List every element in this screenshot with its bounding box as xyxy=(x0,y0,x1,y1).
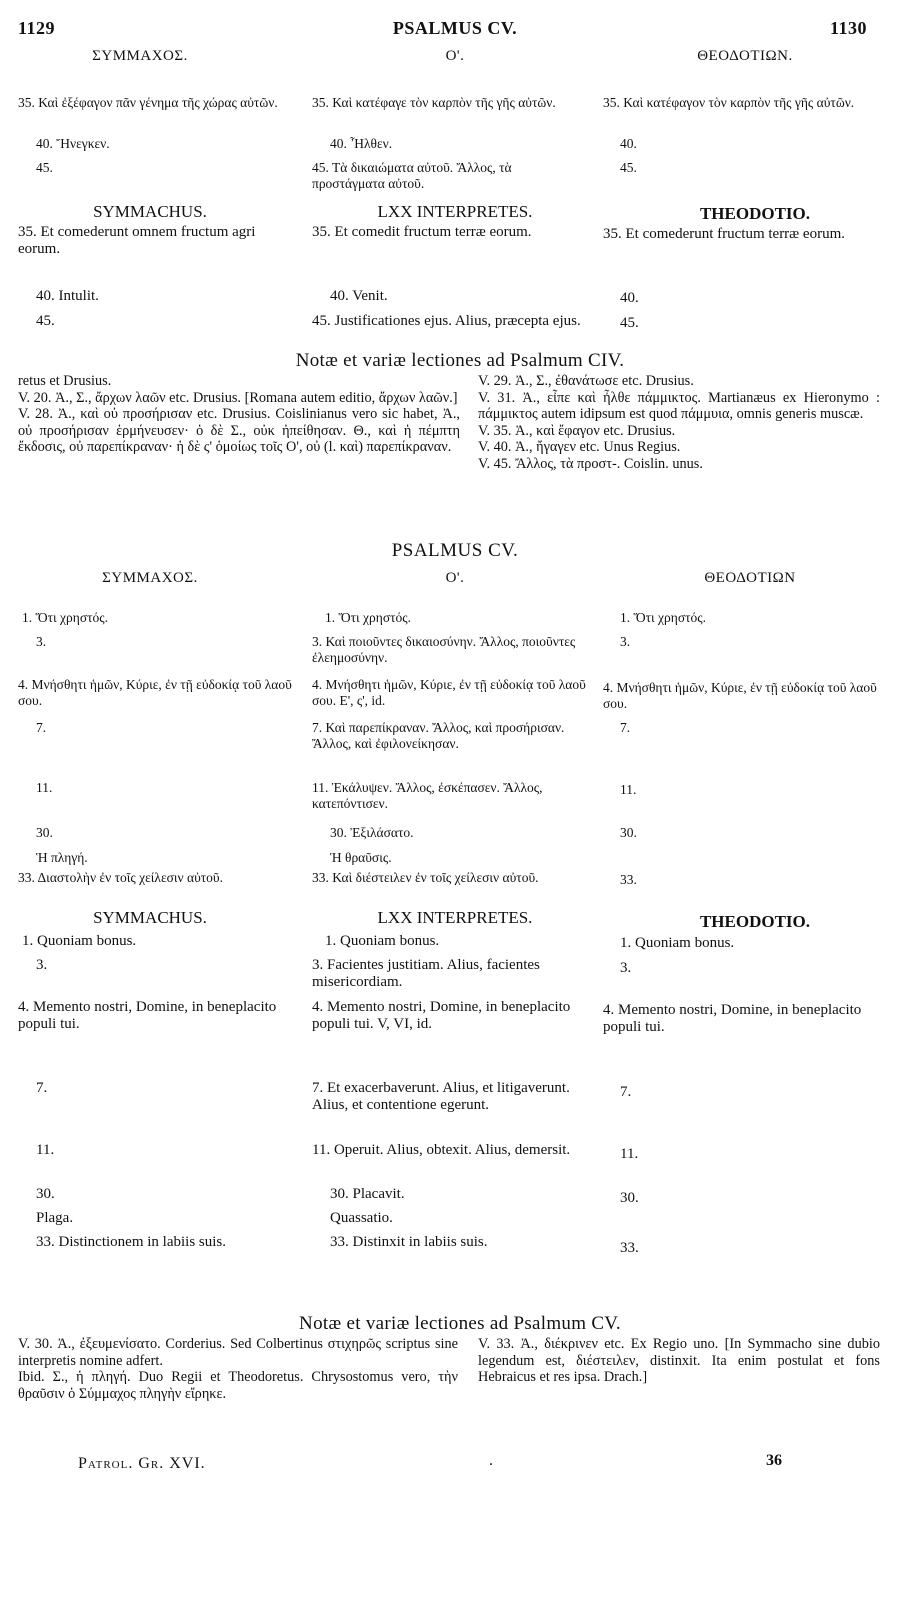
latin-lxx-row-5: 11. Operuit. Alius, obtexit. Alius, demersit. xyxy=(312,1142,571,1158)
greek-lxx-row-6: 30. Ἐξιλάσατο. xyxy=(330,825,414,840)
latin-lxx-row-7: Quassatio. xyxy=(330,1210,393,1226)
greek-sym-row-6: 30. xyxy=(36,825,53,840)
latin-lxx-row-1: 1. Quoniam bonus. xyxy=(325,933,440,949)
top-latin-theo-row-2: 40. xyxy=(620,290,639,306)
top-greek-sym-row-3: 45. xyxy=(36,160,53,175)
section-title-psalm-105: PSALMUS CV. xyxy=(391,540,519,561)
top-greek-sym-row-1: 35. Καὶ ἐξέφαγον πᾶν γένημα τῆς χώρας αὐτῶν. xyxy=(18,95,278,110)
greek-sym-row-3: 4. Μνήσθητι ἡμῶν, Κύριε, ἐν τῇ εὐδοκίᾳ τοῦ λαοῦ σου. xyxy=(18,677,292,708)
latin-sym-row-3: 4. Memento nostri, Domine, in beneplacito populi tui. xyxy=(18,999,277,1032)
latin-theo-row-2: 3. xyxy=(620,960,632,976)
col-head-lxx-latin: LXX INTERPRETES. xyxy=(377,202,533,221)
col-head-lxx-latin-2: LXX INTERPRETES. xyxy=(377,908,533,927)
footer-page-number: 36 xyxy=(766,1452,782,1469)
col-head-theodotion-greek: ΘΕΟΔΟΤΙΩΝ. xyxy=(697,48,793,64)
notes-psalm-104-left: retus et Drusius. V. 20. Ἀ., Σ., ἄρχων λαῶν etc. Drusius. [Romana autem editio, ἄρχων λαῶν.] V. 28. Ἀ., καὶ οὐ προσήρισαν etc. Drusius. Coislinianus vero sic habet, Ἀ., οὐ προσήρισαν ἑρμήνευσεν· ὁ δὲ Σ., οὐκ ἠπείθησαν. Θ., καὶ ἡ πέμπτη ἔκδοσις, οὐ παρεπίκραναν· ἡ δὲ ς' ὁμοίως τοῖς Ο', οὐ (l. καὶ) παρεπίκραναν. xyxy=(18,373,460,455)
page-number-left: 1129 xyxy=(18,18,56,38)
greek-sym-row-1: 1. Ὅτι χρηστός. xyxy=(22,610,109,625)
notes-title-psalm-105: Notæ et variæ lectiones ad Psalmum CV. xyxy=(299,1313,621,1334)
latin-sym-row-6: 30. xyxy=(36,1186,55,1202)
top-greek-lxx-row-2: 40. Ἦλθεν. xyxy=(330,136,393,151)
col-head-lxx-greek: O'. xyxy=(445,48,465,64)
greek-theo-row-5: 11. xyxy=(620,782,637,797)
latin-theo-row-8: 33. xyxy=(620,1240,639,1256)
top-greek-lxx-row-3: 45. Τὰ δικαιώματα αὐτοῦ. Ἄλλος, τὰ προστάγματα αὐτοῦ. xyxy=(312,160,512,191)
greek-sym-row-5: 11. xyxy=(36,780,53,795)
top-greek-theo-row-3: 45. xyxy=(620,160,637,175)
latin-sym-row-8: 33. Distinctionem in labiis suis. xyxy=(36,1234,226,1250)
top-latin-lxx-row-2: 40. Venit. xyxy=(330,288,388,304)
footer-patrol: Patrol. Gr. XVI. xyxy=(78,1455,206,1472)
latin-sym-row-7: Plaga. xyxy=(36,1210,74,1226)
greek-sym-row-4: 7. xyxy=(36,720,47,735)
greek-theo-row-2: 3. xyxy=(620,634,631,649)
top-greek-lxx-row-1: 35. Καὶ κατέφαγε τὸν καρπὸν τῆς γῆς αὐτῶν. xyxy=(312,95,556,110)
latin-theo-row-1: 1. Quoniam bonus. xyxy=(620,935,735,951)
notes-title-psalm-104: Notæ et variæ lectiones ad Psalmum CIV. xyxy=(295,350,625,371)
greek-lxx-row-2: 3. Καὶ ποιοῦντες δικαιοσύνην. Ἄλλος, ποιοῦντες ἐλεημοσύνην. xyxy=(312,634,576,665)
latin-lxx-row-3: 4. Memento nostri, Domine, in beneplacito populi tui. V, VI, id. xyxy=(312,999,571,1032)
notes-psalm-105-left: V. 30. Ἀ., ἐξευμενίσατο. Corderius. Sed Colbertinus στιχηρῶς scriptus sine interpretis nomine adfert. Ibid. Σ., ἡ πληγή. Duo Regii et Theodoretus. Chrysostomus vero, τὴν θραῦσιν ὁ Σύμμαχος πληγὴν εἴρηκε. xyxy=(18,1336,458,1402)
top-latin-lxx-row-3: 45. Justificationes ejus. Alius, præcepta ejus. xyxy=(312,313,581,329)
latin-lxx-row-6: 30. Placavit. xyxy=(330,1186,405,1202)
latin-lxx-row-4: 7. Et exacerbaverunt. Alius, et litigaverunt. Alius, et contentione egerunt. xyxy=(312,1080,570,1113)
latin-theo-row-5: 11. xyxy=(620,1146,639,1162)
top-latin-sym-row-3: 45. xyxy=(36,313,55,329)
footer-dot: . xyxy=(489,1452,493,1469)
top-latin-theo-row-1: 35. Et comederunt fructum terræ eorum. xyxy=(603,226,846,242)
top-latin-sym-row-2: 40. Intulit. xyxy=(36,288,99,304)
col-head-theodotion-greek-2: ΘΕΟΔΟΤΙΩΝ xyxy=(704,570,796,586)
top-latin-lxx-row-1: 35. Et comedit fructum terræ eorum. xyxy=(312,224,532,240)
greek-theo-row-4: 7. xyxy=(620,720,631,735)
notes-psalm-105-right: V. 33. Ἀ., διέκρινεν etc. Ex Regio uno. [In Symmacho sine dubio legendum est, διέστειλεν, distinxit. Ita enim postulat et fons Hebraicus et res ipsa. Drach.] xyxy=(478,1336,880,1385)
running-title: PSALMUS CV. xyxy=(392,18,518,38)
greek-lxx-row-4: 7. Καὶ παρεπίκραναν. Ἄλλος, καὶ προσήρισαν. Ἄλλος, καὶ ἐφιλονείκησαν. xyxy=(312,720,565,751)
greek-theo-row-6: 30. xyxy=(620,825,637,840)
greek-lxx-row-1: 1. Ὅτι χρηστός. xyxy=(325,610,412,625)
col-head-symmachus-greek-2: ΣΥΜΜΑΧΟΣ. xyxy=(102,570,198,586)
greek-theo-row-1: 1. Ὅτι χρηστός. xyxy=(620,610,707,625)
notes-psalm-104-right: V. 29. Ἀ., Σ., ἐθανάτωσε etc. Drusius. V. 31. Ἀ., εἶπε καὶ ἦλθε πάμμικτος. Martianæus ex Hieronymo : πάμμικτος autem idipsum est quod πάμμυια, omnis generis muscæ. V. 35. Ἀ., καὶ ἔφαγον etc. Drusius. V. 40. Ἀ., ἤγαγεν etc. Unus Regius. V. 45. Ἄλλος, τὰ προστ-. Coislin. unus. xyxy=(478,373,880,472)
col-head-symmachus-latin-2: SYMMACHUS. xyxy=(93,908,207,927)
latin-sym-row-2: 3. xyxy=(36,957,48,973)
col-head-lxx-greek-2: O'. xyxy=(445,570,465,586)
greek-theo-row-3: 4. Μνήσθητι ἡμῶν, Κύριε, ἐν τῇ εὐδοκίᾳ τοῦ λαοῦ σου. xyxy=(603,680,877,711)
top-greek-theo-row-2: 40. xyxy=(620,136,637,151)
top-greek-theo-row-1: 35. Καὶ κατέφαγον τὸν καρπὸν τῆς γῆς αὐτῶν. xyxy=(603,95,855,110)
greek-sym-row-7: Ἡ πληγή. xyxy=(36,850,88,865)
greek-lxx-row-3: 4. Μνήσθητι ἡμῶν, Κύριε, ἐν τῇ εὐδοκίᾳ τοῦ λαοῦ σου. Ε', ς', id. xyxy=(312,677,586,708)
latin-lxx-row-2: 3. Facientes justitiam. Alius, facientes misericordiam. xyxy=(312,957,540,990)
latin-sym-row-4: 7. xyxy=(36,1080,48,1096)
greek-sym-row-8: 33. Διαστολὴν ἐν τοῖς χείλεσιν αὐτοῦ. xyxy=(18,870,223,885)
latin-lxx-row-8: 33. Distinxit in labiis suis. xyxy=(330,1234,488,1250)
greek-lxx-row-7: Ἡ θραῦσις. xyxy=(330,850,392,865)
col-head-symmachus-latin: SYMMACHUS. xyxy=(93,202,207,221)
top-latin-theo-row-3: 45. xyxy=(620,315,639,331)
top-greek-sym-row-2: 40. Ἤνεγκεν. xyxy=(36,136,110,151)
latin-theo-row-4: 7. xyxy=(620,1084,632,1100)
greek-sym-row-2: 3. xyxy=(36,634,47,649)
latin-sym-row-5: 11. xyxy=(36,1142,55,1158)
greek-lxx-row-5: 11. Ἐκάλυψεν. Ἄλλος, ἐσκέπασεν. Ἄλλος, κατεπόντισεν. xyxy=(312,780,543,811)
latin-sym-row-1: 1. Quoniam bonus. xyxy=(22,933,137,949)
latin-theo-row-3: 4. Memento nostri, Domine, in beneplacito populi tui. xyxy=(603,1002,862,1035)
col-head-theodotio-latin: THEODOTIO. xyxy=(699,204,811,223)
page-number-right: 1130 xyxy=(830,18,868,38)
top-latin-sym-row-1: 35. Et comederunt omnem fructum agri eorum. xyxy=(18,224,256,257)
col-head-symmachus-greek: ΣΥΜΜΑΧΟΣ. xyxy=(92,48,188,64)
col-head-theodotio-latin-2: THEODOTIO. xyxy=(699,912,811,931)
latin-theo-row-6: 30. xyxy=(620,1190,639,1206)
greek-lxx-row-8: 33. Καὶ διέστειλεν ἐν τοῖς χείλεσιν αὐτοῦ. xyxy=(312,870,539,885)
greek-theo-row-8: 33. xyxy=(620,872,637,887)
